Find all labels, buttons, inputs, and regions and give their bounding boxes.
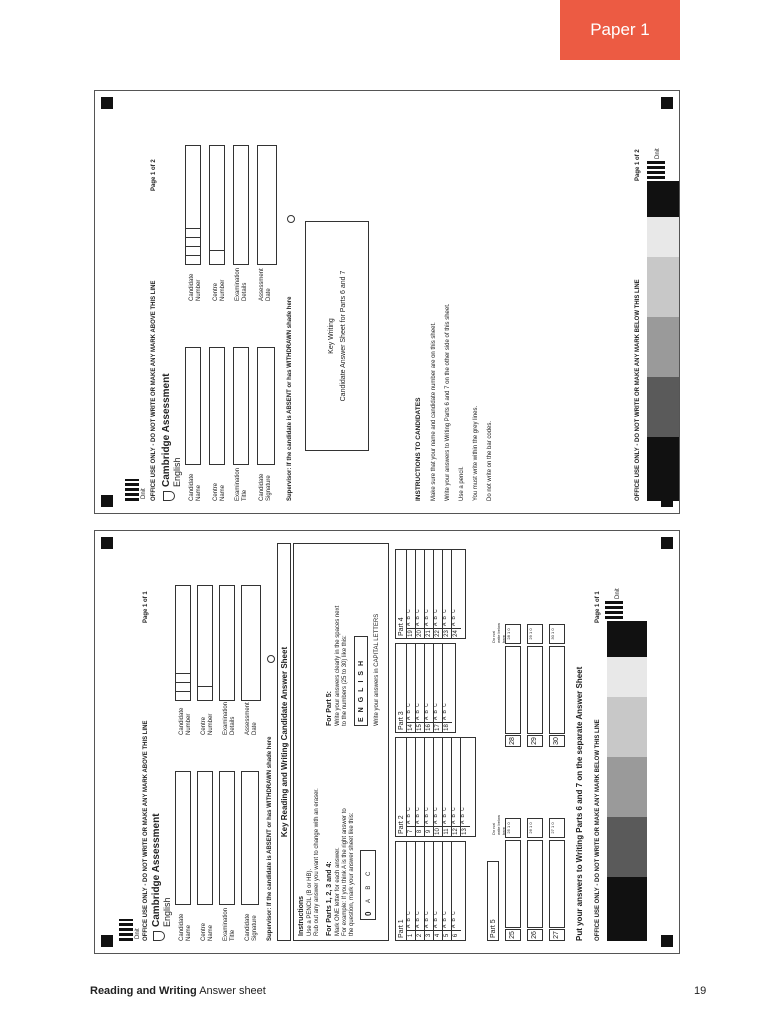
part2-label: Part 2: [396, 738, 407, 836]
q-number: 29: [527, 735, 543, 747]
label-candidate-signature: Candidate Signature: [245, 913, 258, 941]
part4-grid: [395, 549, 466, 639]
instruction-line: Use a pencil.: [459, 466, 465, 501]
abc-bubbles[interactable]: A B C: [451, 910, 457, 928]
centre-number-field[interactable]: [209, 145, 225, 265]
office-use-top: OFFICE USE ONLY - DO NOT WRITE OR MAKE ANY MARK ABOVE THIS LINE: [151, 280, 157, 501]
label-exam-title: Examination Title: [235, 467, 248, 501]
q-number: 15: [416, 722, 424, 732]
q-number: 1: [407, 930, 415, 940]
abc-bubbles[interactable]: A B C: [442, 806, 448, 824]
label-exam-details: Examination Details: [223, 701, 236, 735]
instructions-box: [293, 543, 389, 941]
grey-scale-strip: [607, 621, 647, 657]
part5-row: [549, 624, 565, 747]
q-number: 17: [434, 722, 442, 732]
part5-line: Write your answers clearly in the spaces next: [335, 605, 341, 726]
q-number: 9: [425, 826, 433, 836]
q-number: 3: [425, 930, 433, 940]
candidate-name-field[interactable]: [175, 771, 191, 905]
q-number: 18: [443, 722, 452, 732]
instruction-line: Write your answers to Writing Parts 6 and 7 on the other side of this sheet.: [445, 303, 451, 501]
label-assessment-date: Assessment Date: [245, 702, 258, 735]
label-exam-details: Examination Details: [235, 267, 248, 301]
q-number: 13: [461, 826, 470, 836]
label-centre-name: Centre Name: [201, 922, 214, 941]
abc-bubbles[interactable]: A B C: [406, 608, 412, 626]
candidate-number-field[interactable]: [175, 585, 191, 701]
part5-row: [505, 818, 521, 941]
paper-tab-label: Paper 1: [590, 20, 650, 39]
grey-scale-strip: [647, 217, 680, 257]
q-number: 27: [549, 929, 565, 941]
grey-scale-strip: [607, 697, 647, 757]
key-writing-box: [305, 221, 369, 451]
sheet-title-box: [277, 543, 291, 941]
parts-line: For example: If you think A is the right answer to: [342, 808, 348, 936]
centre-name-field[interactable]: [209, 347, 225, 465]
part5-row: [527, 818, 543, 941]
abc-bubbles[interactable]: A B C: [415, 702, 421, 720]
parts-heading: For Parts 1, 2, 3 and 4:: [326, 861, 333, 936]
abc-bubbles[interactable]: A B C: [442, 608, 448, 626]
instruction-line: Use a PENCIL (B or HB).: [307, 868, 313, 936]
abc-bubbles[interactable]: A B C: [442, 702, 448, 720]
q-number: 25: [505, 929, 521, 941]
supervisor-note: Supervisor: If the candidate is ABSENT or has WITHDRAWN shade here: [267, 736, 273, 941]
part5-row: [527, 624, 543, 747]
barcode-icon: [605, 601, 623, 619]
mark-code: 26 1 0: [527, 818, 543, 838]
separate-sheet-note: Put your answers to Writing Parts 6 and 7 on the separate Answer Sheet: [575, 666, 584, 941]
q-number: 10: [434, 826, 442, 836]
abc-bubbles[interactable]: A B C: [433, 910, 439, 928]
q-number: 22: [434, 628, 442, 638]
logo-title: Cambridge Assessment: [151, 813, 162, 927]
instructions-heading: INSTRUCTIONS TO CANDIDATES: [415, 397, 422, 501]
logo-title: Cambridge Assessment: [161, 373, 172, 487]
absent-shade-bubble[interactable]: [267, 655, 275, 663]
part1-grid: [395, 841, 466, 941]
shield-icon: [153, 931, 165, 941]
grey-scale-strip: [647, 181, 680, 217]
q-number: 11: [443, 826, 451, 836]
abc-bubbles[interactable]: A B C: [415, 806, 421, 824]
abc-bubbles[interactable]: A B C: [451, 806, 457, 824]
q-number: 8: [416, 826, 424, 836]
grey-scale-strip: [647, 317, 680, 377]
abc-bubbles[interactable]: A B C: [424, 608, 430, 626]
answer-field[interactable]: [549, 646, 565, 734]
candidate-signature-field[interactable]: [241, 771, 259, 905]
grey-scale-strip: [647, 377, 680, 437]
answer-field[interactable]: [505, 646, 521, 734]
label-candidate-signature: Candidate Signature: [259, 473, 272, 501]
abc-bubbles[interactable]: A B C: [424, 702, 430, 720]
mark-code: 29 1 0: [527, 624, 543, 644]
mark-code: 25 1 0: [505, 818, 521, 838]
label-candidate-number: Candidate Number: [179, 707, 192, 735]
example-word: ENGLISH: [358, 655, 365, 722]
dnit-label: Dnit: [141, 488, 147, 499]
example-word-box: [354, 636, 368, 726]
q-number: 16: [425, 722, 433, 732]
corner-mark-icon: [661, 935, 673, 947]
page-number-bottom: Page 1 of 2: [635, 149, 641, 181]
writing-answer-sheet: [94, 90, 680, 514]
part5-row: [505, 624, 521, 747]
grey-scale-strip: [647, 257, 680, 317]
q-number: 28: [505, 735, 521, 747]
q-number: 30: [549, 735, 565, 747]
abc-bubbles[interactable]: A B C: [433, 806, 439, 824]
footer-section: Reading and Writing: [90, 985, 197, 997]
part5-line: to the numbers (25 to 30) like this:: [342, 635, 348, 726]
mark-code: 30 1 0: [549, 624, 565, 644]
centre-number-field[interactable]: [197, 585, 213, 701]
example-bubble-row: [360, 850, 376, 920]
corner-mark-icon: [101, 935, 113, 947]
parts-line: the question, mark your answer sheet like this:: [349, 812, 355, 936]
abc-bubbles[interactable]: A B C: [424, 806, 430, 824]
label-centre-name: Centre Name: [213, 482, 226, 501]
q-number: 19: [407, 628, 415, 638]
barcode-icon: [119, 919, 133, 941]
office-use-bottom: OFFICE USE ONLY - DO NOT WRITE OR MAKE ANY MARK BELOW THIS LINE: [595, 719, 601, 941]
office-use-top: OFFICE USE ONLY - DO NOT WRITE OR MAKE ANY MARK ABOVE THIS LINE: [143, 720, 149, 941]
writing-sheet-rotated: [95, 91, 679, 513]
grey-scale-strip: [607, 877, 647, 941]
q-number: 4: [434, 930, 442, 940]
abc-bubbles[interactable]: A B C: [424, 910, 430, 928]
instruction-line: Make sure that your name and candidate number are on this sheet.: [431, 322, 437, 501]
label-centre-number: Centre Number: [201, 713, 214, 735]
candidate-signature-field[interactable]: [257, 347, 275, 465]
q-number: 21: [425, 628, 433, 638]
abc-bubbles[interactable]: A B C: [406, 702, 412, 720]
exam-details-field[interactable]: [233, 145, 249, 265]
part2-grid: [395, 737, 476, 837]
grey-scale-strip: [607, 757, 647, 817]
absent-shade-bubble[interactable]: [287, 215, 295, 223]
dnit-label: Dnit: [615, 588, 621, 599]
q-number: 14: [407, 722, 415, 732]
corner-mark-icon: [101, 97, 113, 109]
abc-bubbles[interactable]: A B C: [415, 910, 421, 928]
do-not-write-note: Do not write below here: [491, 814, 506, 835]
q-number: 20: [416, 628, 424, 638]
footer-page-number: 19: [694, 985, 707, 997]
page-footer: [90, 985, 266, 997]
example-abc: A B C: [366, 867, 372, 903]
abc-bubbles[interactable]: A B C: [415, 608, 421, 626]
barcode-icon: [647, 161, 665, 179]
label-assessment-date: Assessment Date: [259, 268, 272, 301]
grey-scale-strip: [607, 817, 647, 877]
corner-mark-icon: [101, 495, 113, 507]
part1-label: Part 1: [396, 842, 407, 940]
part5-row: [549, 818, 565, 941]
part5-header: [487, 861, 499, 941]
part5-caps-note: Write your answers in CAPITAL LETTERS: [374, 613, 380, 726]
centre-name-field[interactable]: [197, 771, 213, 905]
page-number-bottom: Page 1 of 1: [595, 591, 601, 623]
part3-label: Part 3: [396, 644, 407, 732]
corner-mark-icon: [661, 97, 673, 109]
exam-title-field[interactable]: [219, 771, 235, 905]
label-candidate-name: Candidate Name: [189, 473, 202, 501]
abc-bubbles[interactable]: A B C: [460, 806, 466, 824]
dnit-label: Dnit: [655, 148, 661, 159]
logo-subtitle: English: [172, 457, 182, 487]
abc-bubbles[interactable]: A B C: [451, 608, 457, 626]
instruction-line: You must write within the grey lines.: [473, 405, 479, 501]
parts-line: Mark ONE letter for each answer.: [335, 847, 341, 936]
reading-sheet-rotated: [95, 531, 679, 953]
sheet-title: Key Reading and Writing Candidate Answer Sheet: [280, 646, 289, 838]
barcode-icon: [125, 479, 139, 501]
part4-label: Part 4: [396, 550, 407, 638]
q-number: 7: [407, 826, 415, 836]
q-number: 5: [443, 930, 451, 940]
mark-code: 28 1 0: [505, 624, 521, 644]
answer-field[interactable]: [527, 840, 543, 928]
candidate-number-field[interactable]: [185, 145, 201, 265]
abc-bubbles[interactable]: A B C: [442, 910, 448, 928]
key-writing-subtitle: Candidate Answer Sheet for Parts 6 and 7: [340, 270, 347, 402]
corner-mark-icon: [101, 537, 113, 549]
abc-bubbles[interactable]: A B C: [433, 608, 439, 626]
instructions-heading: Instructions: [298, 895, 305, 936]
shield-icon: [163, 491, 175, 501]
logo-subtitle: English: [162, 897, 172, 927]
instruction-line: Rub out any answer you want to change with an eraser.: [314, 788, 320, 936]
example-number: 0: [364, 911, 373, 916]
answer-field[interactable]: [549, 840, 565, 928]
assessment-date-field[interactable]: [241, 585, 261, 701]
exam-details-field[interactable]: [219, 585, 235, 701]
mark-code: 27 1 0: [549, 818, 565, 838]
label-exam-title: Examination Title: [223, 907, 236, 941]
exam-title-field[interactable]: [233, 347, 249, 465]
q-number: 24: [452, 628, 461, 638]
label-candidate-name: Candidate Name: [179, 913, 192, 941]
answer-field[interactable]: [505, 840, 521, 928]
key-writing-title: Key Writing: [328, 318, 335, 354]
instruction-line: Do not write on the bar codes.: [487, 420, 493, 501]
dnit-label: Dnit: [135, 928, 141, 939]
do-not-write-note: Do not write below here: [491, 622, 506, 643]
page-number: Page 1 of 2: [151, 159, 157, 191]
part3-grid: [395, 643, 456, 733]
assessment-date-field[interactable]: [257, 145, 277, 265]
abc-bubbles[interactable]: A B C: [406, 910, 412, 928]
q-number: 26: [527, 929, 543, 941]
office-use-bottom: OFFICE USE ONLY - DO NOT WRITE OR MAKE ANY MARK BELOW THIS LINE: [635, 279, 641, 501]
q-number: 6: [452, 930, 461, 940]
candidate-name-field[interactable]: [185, 347, 201, 465]
grey-scale-strip: [647, 437, 680, 501]
q-number: 2: [416, 930, 424, 940]
abc-bubbles[interactable]: A B C: [406, 806, 412, 824]
abc-bubbles[interactable]: A B C: [433, 702, 439, 720]
paper-tab: [560, 0, 680, 60]
corner-mark-icon: [661, 537, 673, 549]
supervisor-note: Supervisor: If the candidate is ABSENT or has WITHDRAWN shade here: [287, 296, 293, 501]
part5-label: Part 5: [490, 919, 497, 938]
footer-subsection: Answer sheet: [199, 985, 266, 997]
answer-field[interactable]: [527, 646, 543, 734]
q-number: 23: [443, 628, 451, 638]
label-candidate-number: Candidate Number: [189, 273, 202, 301]
reading-writing-answer-sheet: [94, 530, 680, 954]
q-number: 12: [452, 826, 460, 836]
label-centre-number: Centre Number: [213, 279, 226, 301]
part5-heading: For Part 5:: [326, 690, 333, 726]
page-number: Page 1 of 1: [143, 591, 149, 623]
grey-scale-strip: [607, 657, 647, 697]
